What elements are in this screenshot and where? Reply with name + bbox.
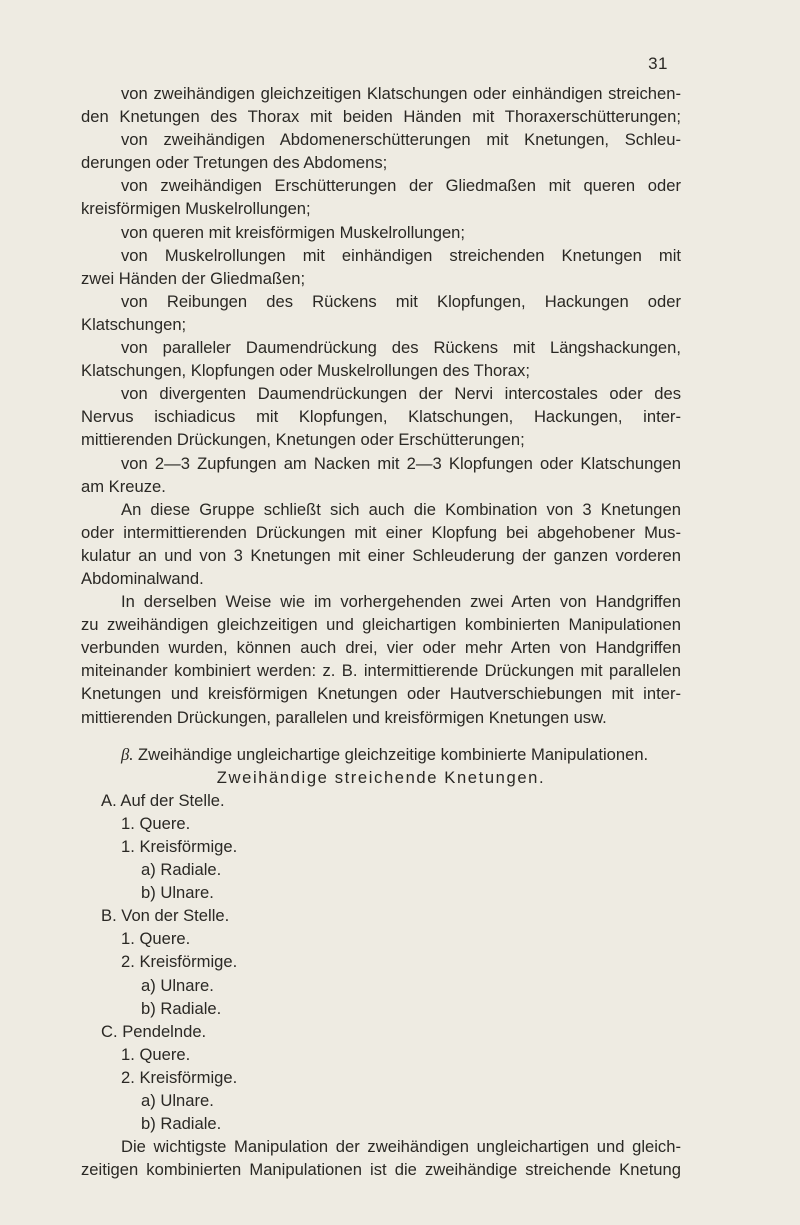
outline-item-b-2-a: a) Ulnare. xyxy=(141,975,214,995)
section-heading xyxy=(81,743,681,766)
text-line: zu zweihändigen gleichzeitigen und gleichartigen kombinierten Manipulationen xyxy=(81,615,681,635)
text-line: von queren mit kreisförmigen Muskelrollungen; xyxy=(121,222,466,242)
body-text xyxy=(81,82,681,1181)
outline-item-b: B. Von der Stelle. xyxy=(101,906,230,926)
text-line: von 2—3 Zupfungen am Nacken mit 2—3 Klopfungen oder Klatschungen xyxy=(121,453,681,473)
text-line: von Muskelrollungen mit einhändigen streichenden Knetungen mit xyxy=(121,245,681,265)
outline-item-b-1: 1. Quere. xyxy=(121,929,191,949)
text-line: von zweihändigen gleichzeitigen Klatschungen oder einhändigen streichen- xyxy=(121,84,681,103)
outline-item-a-2-a: a) Radiale. xyxy=(141,860,222,880)
text-line: von Reibungen des Rückens mit Klopfungen, Hackungen oder xyxy=(121,291,681,311)
text-line: miteinander kombiniert werden: z. B. intermittierende Drückungen mit parallelen xyxy=(81,661,681,681)
text-line: mittierenden Drückungen, Knetungen oder Erschütterungen; xyxy=(81,430,525,450)
outline-item-a: A. Auf der Stelle. xyxy=(101,790,225,810)
text-line: Klatschungen; xyxy=(81,314,187,334)
text-line: mittierenden Drückungen, parallelen und kreisförmigen Knetungen usw. xyxy=(81,707,607,727)
paragraph-wichtigste-manipulation xyxy=(81,1135,681,1181)
section-heading-text: Zweihändige ungleichartige gleichzeitige kombinierte Manipulationen. xyxy=(138,744,649,764)
outline-item-c-1: 1. Quere. xyxy=(121,1044,191,1064)
text-line: von zweihändigen Erschütterungen der Gliedmaßen mit queren oder xyxy=(121,176,681,196)
text-line: Nervus ischiadicus mit Klopfungen, Klatschungen, Hackungen, inter- xyxy=(81,407,681,427)
outline-item-c-2-a: a) Ulnare. xyxy=(141,1091,214,1111)
outline-list xyxy=(81,789,681,1135)
text-line: von paralleler Daumendrückung des Rückens mit Längshackungen, xyxy=(121,338,681,358)
paragraph-combinations-list xyxy=(81,82,681,498)
paragraph-multiple-handgriffe xyxy=(81,590,681,729)
text-line: zwei Händen der Gliedmaßen; xyxy=(81,268,306,288)
text-line: oder intermittierenden Drückungen mit einer Klopfung bei abgehobener Mus- xyxy=(81,522,681,542)
text-line: In derselben Weise wie im vorhergehenden zwei Arten von Handgriffen xyxy=(121,592,681,612)
outline-item-c: C. Pendelnde. xyxy=(101,1021,207,1041)
subheading: Zweihändige streichende Knetungen. xyxy=(216,767,546,787)
page-number: 31 xyxy=(648,54,668,73)
text-line: Abdominalwand. xyxy=(81,568,204,588)
outline-item-c-2-b: b) Radiale. xyxy=(141,1114,222,1134)
text-line: kulatur an und von 3 Knetungen mit einer Schleuderung der ganzen vorderen xyxy=(81,545,681,565)
outline-item-a-1: 1. Quere. xyxy=(121,813,191,833)
text-line: Die wichtigste Manipulation der zweihändigen ungleichartigen und gleich- xyxy=(121,1137,681,1157)
text-line: Klatschungen, Klopfungen oder Muskelrollungen des Thorax; xyxy=(81,361,530,381)
outline-item-a-2: 1. Kreisförmige. xyxy=(121,837,238,856)
text-line: zeitigen kombinierten Manipulationen ist die zweihändige streichende Knetung xyxy=(81,1160,681,1180)
text-line: An diese Gruppe schließt sich auch die Kombination von 3 Knetungen xyxy=(121,499,681,519)
text-line: den Knetungen des Thorax mit beiden Händen mit Thoraxerschütterungen; xyxy=(81,107,681,127)
outline-item-b-2: 2. Kreisförmige. xyxy=(121,952,238,972)
text-line: derungen oder Tretungen des Abdomens; xyxy=(81,153,388,173)
text-line: verbunden wurden, können auch drei, vier oder mehr Arten von Handgriffen xyxy=(81,638,681,658)
text-line: kreisförmigen Muskelrollungen; xyxy=(81,199,311,219)
text-line: von divergenten Daumendrückungen der Nervi intercostales oder des xyxy=(121,384,681,404)
outline-item-c-2: 2. Kreisförmige. xyxy=(121,1067,238,1087)
text-line: am Kreuze. xyxy=(81,476,166,496)
outline-item-a-2-b: b) Ulnare. xyxy=(141,883,214,903)
section-symbol: β. xyxy=(121,744,134,764)
text-line: Knetungen und kreisförmigen Knetungen oder Hautverschiebungen mit inter- xyxy=(81,684,681,704)
text-line: von zweihändigen Abdomenerschütterungen mit Knetungen, Schleu- xyxy=(121,130,681,150)
outline-item-b-2-b: b) Radiale. xyxy=(141,998,222,1018)
paragraph-kombination xyxy=(81,498,681,590)
